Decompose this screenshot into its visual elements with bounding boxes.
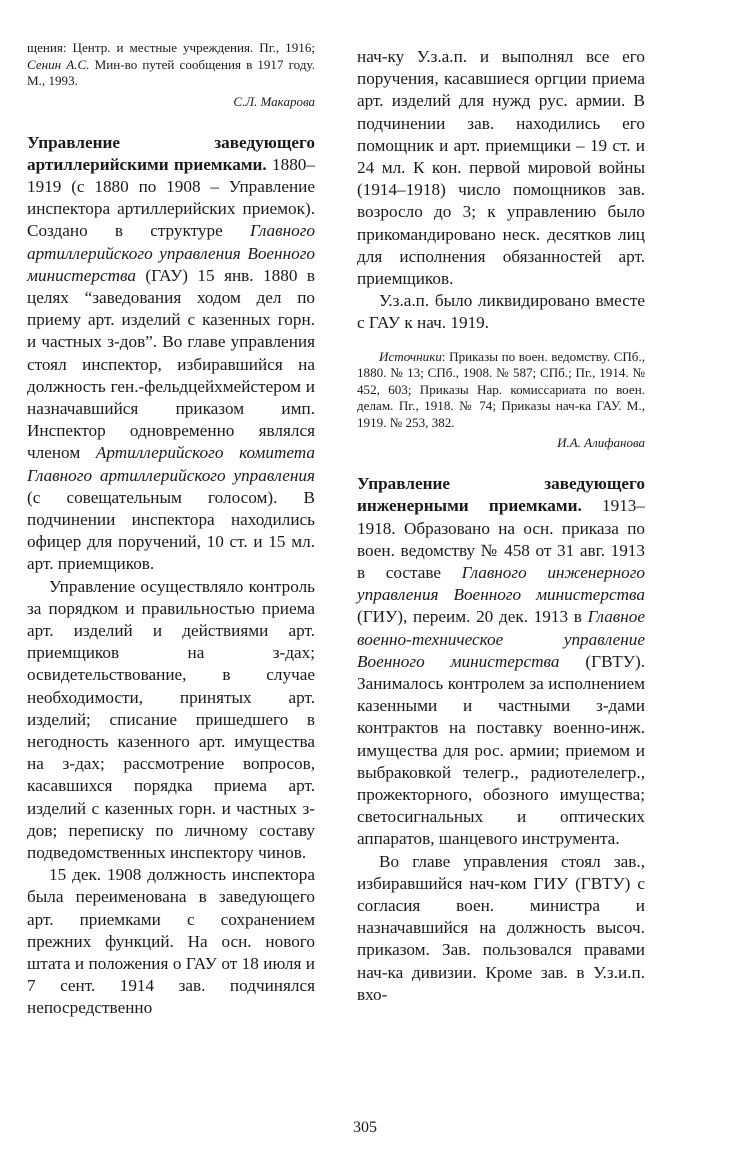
cross-reference: Главное военно-техническое управление Военного министерства (357, 607, 645, 671)
cross-reference: Главного инженерного управления Военного министерства (357, 562, 646, 605)
entry-engineering-leadership: Во главе управления стоял зав., избиравшийся нач-ком ГИУ (ГВТУ) с согласия воен. министра и назначавшийся на должность высоч. приказом. Зав. пользовался правами нач-ка дивизии. Кроме зав. в У.з.и.п. вхо- (357, 851, 645, 1004)
entry-artillery-liquidation: У.з.а.п. было ликвидировано вместе с ГАУ к нач. 1919. (357, 291, 645, 333)
entry-heading: Управление заведующего артиллерийскими приемками. (27, 132, 315, 174)
author-signature: С.Л. Макарова (233, 93, 315, 109)
sources-note: Источники: Приказы по воен. ведомству. СПб., 1880. № 13; СПб., 1908. № 587; СПб.; Пг., 1914. № 452, 603; Приказы Нар. комиссариата по воен. делам. Пг., 1918. № 74; Приказы нач-ка ГАУ. М., 1919. № 253, 382. (357, 348, 645, 430)
right-column (357, 46, 645, 1006)
entry-artillery-history: 15 дек. 1908 должность инспектора была переименована в заведующего арт. приемками с сохранением прежних функций. На осн. нового штата и положения о ГАУ от 18 июля и 7 сент. 1914 зав. подчинялся непосредственно (27, 865, 315, 1018)
page-number: 305 (353, 1119, 377, 1136)
cited-author: Сенин А.С. (27, 56, 90, 72)
cross-reference: Артиллерийского комитета Главного артиллерийского управления (27, 443, 315, 485)
author-signature: И.А. Алифанова (557, 435, 645, 451)
entry-heading: Управление заведующего инженерными приемками. (357, 474, 645, 516)
continuation-text: щения: Центр. и местные учреждения. Пг., 1916; Сенин А.С. Мин-во путей сообщения в 1917 году. М., 1993. (27, 40, 315, 88)
entry-engineering-intro: Управление заведующего инженерными приемками. 1913–1918. Образовано на осн. приказа по воен. ведомству № 458 от 31 авг. 1913 в составе Главного инженерного управления Военного министерства (ГИУ), переим. 20 дек. 1913 в Главное военно-техническое управление Военного министерства (ГВТУ). Занималось контролем за исполнением казенными и частными з-дами контрактов на поставку военно-инж. имущества для рос. армии; приемом и выбраковкой телегр., радиотелелегр., прожекторного, обозного имущества; светосигнальных и оптических аппаратов, шанцевого инструмента. (357, 474, 646, 849)
entry-artillery-intro: Управление заведующего артиллерийскими приемками. 1880–1919 (с 1880 по 1908 – Управление инспектора артиллерийских приемок). Создано в структуре Главного артиллерийского управления Военного министерства (ГАУ) 15 янв. 1880 в целях “заведования ходом дел по приему арт. изделий с казенных горн. и частных з-дов”. Во главе управления стоял инспектор, избиравшийся на должность ген.-фельдцейхмейстером и назначавшийся приказом имп. Инспектор одновременно являлся членом Артиллерийского комитета Главного артиллерийского управления (с совещательным голосом). В подчинении инспектора находились офицер для поручений, 10 ст. и 15 мл. арт. приемщиков. (27, 132, 315, 574)
entry-artillery-continuation: нач-ку У.з.а.п. и выполнял все его поручения, касавшиеся оргции приема арт. изделий для нужд рус. армии. В подчинении зав. находились его помощник и арт. приемщики – 19 ст. и 24 мл. К кон. первой мировой войны (1914–1918) число помощников зав. возросло до 3; к управлению было прикомандировано неск. десятков лиц для исполнения обязанностей арт. приемщиков. (357, 47, 645, 289)
cross-reference: Главного артиллерийского управления Военного министерства (27, 221, 315, 285)
entry-artillery-functions: Управление осуществляло контроль за порядком и правильностью приема арт. изделий и действиями арт. приемщиков на з-дах; освидетельствование, в случае необходимости, принятых арт. изделий; списание пришедшего в негодность казенного арт. имущества на з-дах; рассмотрение вопросов, касавшихся порядка приема арт. изделий с казенных горн. и частных з-дов; переписку по личному составу подведомственных инспектору чинов. (27, 576, 315, 862)
left-column (27, 40, 315, 1020)
sources-label: Источники (379, 348, 442, 364)
